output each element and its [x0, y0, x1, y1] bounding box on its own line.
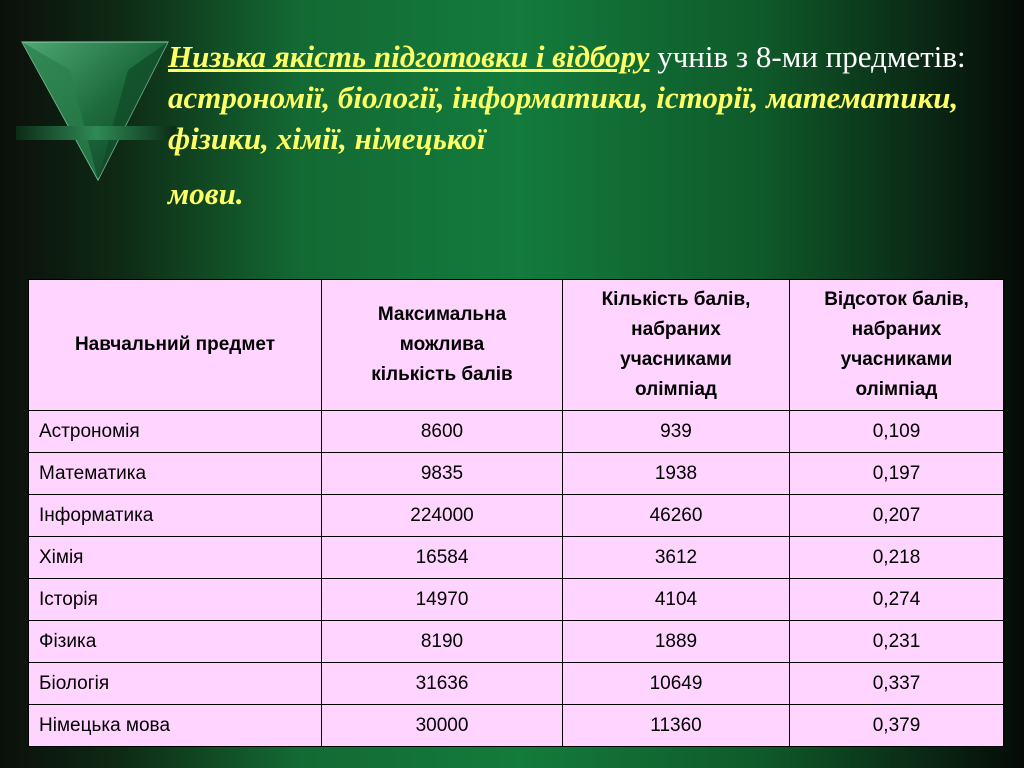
header-percent: Відсоток балів, набраних учасниками олімпіад	[790, 280, 1004, 411]
table-row	[29, 663, 1004, 705]
slide-title	[168, 36, 988, 214]
title-last-word: мови.	[168, 176, 244, 211]
cell-scored: 3612	[563, 537, 790, 579]
table-row	[29, 621, 1004, 663]
cell-subject: Інформатика	[29, 495, 322, 537]
cell-max-score: 8190	[322, 621, 563, 663]
cell-subject: Біологія	[29, 663, 322, 705]
cell-scored: 1938	[563, 453, 790, 495]
cell-subject: Історія	[29, 579, 322, 621]
table-row	[29, 537, 1004, 579]
cell-max-score: 8600	[322, 411, 563, 453]
table-row	[29, 411, 1004, 453]
table-row	[29, 705, 1004, 747]
cell-max-score: 31636	[322, 663, 563, 705]
cell-subject: Німецька мова	[29, 705, 322, 747]
cell-subject: Математика	[29, 453, 322, 495]
title-emphasis: Низька якість підготовки і відбору	[168, 39, 650, 74]
cell-percent: 0,231	[790, 621, 1004, 663]
cell-scored: 1889	[563, 621, 790, 663]
header-subject: Навчальний предмет	[29, 280, 322, 411]
table-row	[29, 579, 1004, 621]
cell-max-score: 14970	[322, 579, 563, 621]
title-subjects: астрономії, біології, інформатики, історії, математики, фізики, хімії, німецької	[168, 80, 959, 156]
cell-subject: Астрономія	[29, 411, 322, 453]
cell-scored: 939	[563, 411, 790, 453]
cell-scored: 46260	[563, 495, 790, 537]
cell-percent: 0,379	[790, 705, 1004, 747]
cell-max-score: 224000	[322, 495, 563, 537]
cell-subject: Фізика	[29, 621, 322, 663]
cell-max-score: 9835	[322, 453, 563, 495]
pyramid-icon	[10, 30, 180, 190]
cell-percent: 0,207	[790, 495, 1004, 537]
results-table	[28, 279, 1004, 747]
cell-percent: 0,274	[790, 579, 1004, 621]
cell-max-score: 30000	[322, 705, 563, 747]
cell-percent: 0,109	[790, 411, 1004, 453]
cell-scored: 11360	[563, 705, 790, 747]
cell-scored: 4104	[563, 579, 790, 621]
table-header-row	[29, 280, 1004, 411]
cell-percent: 0,218	[790, 537, 1004, 579]
header-scored: Кількість балів, набраних учасниками олімпіад	[563, 280, 790, 411]
cell-max-score: 16584	[322, 537, 563, 579]
header-max-score: Максимальна можлива кількість балів	[322, 280, 563, 411]
table-row	[29, 453, 1004, 495]
cell-scored: 10649	[563, 663, 790, 705]
cell-subject: Хімія	[29, 537, 322, 579]
cell-percent: 0,197	[790, 453, 1004, 495]
title-plain: учнів з 8-ми предметів:	[649, 39, 966, 74]
results-table-wrapper	[28, 279, 1003, 747]
table-row	[29, 495, 1004, 537]
cell-percent: 0,337	[790, 663, 1004, 705]
